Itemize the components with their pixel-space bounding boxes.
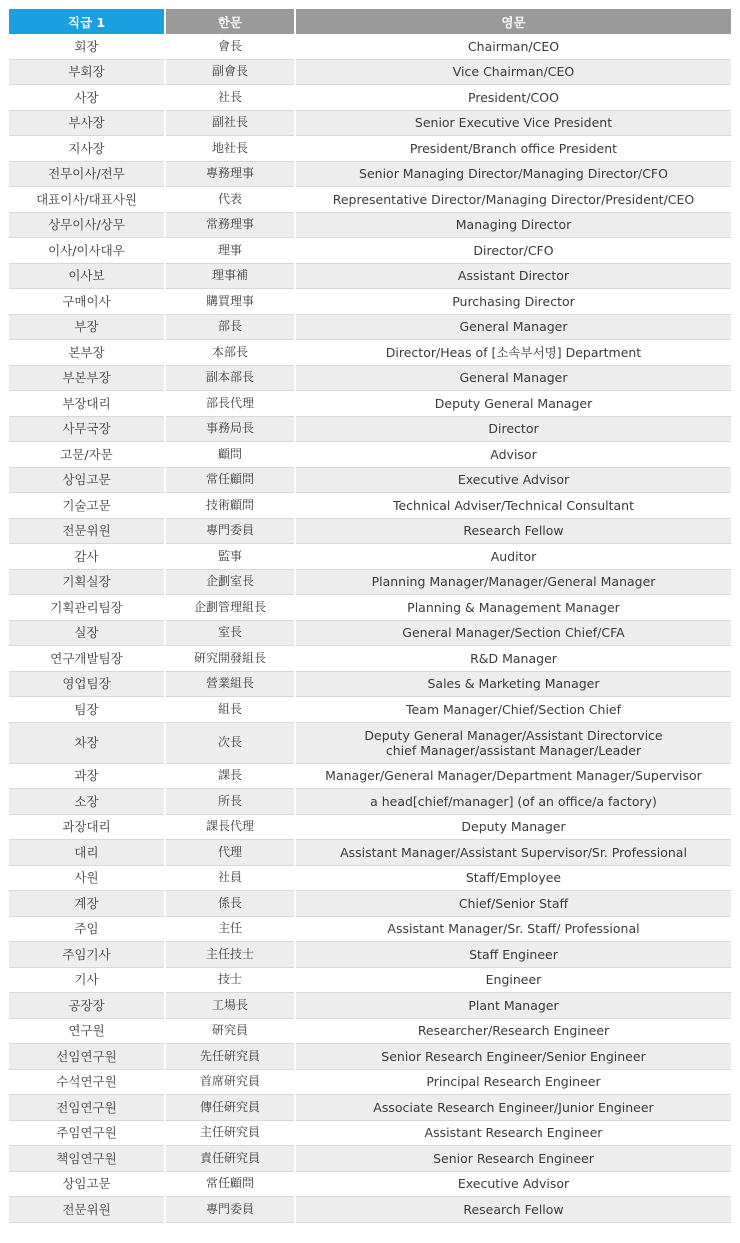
korean-rank-cell: 주임 — [9, 916, 165, 942]
korean-rank-cell: 부사장 — [9, 110, 165, 136]
hanja-cell: 社員 — [165, 865, 295, 891]
hanja-cell: 顧問 — [165, 442, 295, 468]
korean-rank-cell: 영업팀장 — [9, 671, 165, 697]
korean-rank-cell: 상임고문 — [9, 467, 165, 493]
table-row — [9, 340, 731, 366]
english-title-cell: Assistant Manager/Assistant Supervisor/Sr. Professional — [295, 840, 731, 866]
english-title-cell: Assistant Manager/Sr. Staff/ Professional — [295, 916, 731, 942]
hanja-cell: 營業組長 — [165, 671, 295, 697]
table-row — [9, 722, 731, 763]
hanja-cell: 所長 — [165, 789, 295, 815]
hanja-cell: 課長代理 — [165, 814, 295, 840]
english-title-cell: Vice Chairman/CEO — [295, 59, 731, 85]
hanja-cell: 主任 — [165, 916, 295, 942]
english-title-cell: Director/CFO — [295, 238, 731, 264]
hanja-cell: 專門委員 — [165, 518, 295, 544]
hanja-cell: 會長 — [165, 34, 295, 59]
english-title-cell: a head[chief/manager] (of an office/a factory) — [295, 789, 731, 815]
hanja-cell: 首席硏究員 — [165, 1069, 295, 1095]
english-title-cell: Representative Director/Managing Director/President/CEO — [295, 187, 731, 213]
english-title-cell: Technical Adviser/Technical Consultant — [295, 493, 731, 519]
korean-rank-cell: 소장 — [9, 789, 165, 815]
table-row — [9, 840, 731, 866]
korean-rank-cell: 지사장 — [9, 136, 165, 162]
table-row — [9, 646, 731, 672]
korean-rank-cell: 과장대리 — [9, 814, 165, 840]
hanja-cell: 社長 — [165, 85, 295, 111]
table-body — [9, 34, 731, 1222]
english-title-cell: Senior Research Engineer — [295, 1146, 731, 1172]
english-title-cell: Managing Director — [295, 212, 731, 238]
hanja-cell: 企劃室長 — [165, 569, 295, 595]
korean-rank-cell: 대리 — [9, 840, 165, 866]
hanja-cell: 常務理事 — [165, 212, 295, 238]
hanja-cell: 理事 — [165, 238, 295, 264]
hanja-cell: 責任硏究員 — [165, 1146, 295, 1172]
english-title-cell: General Manager — [295, 314, 731, 340]
korean-rank-cell: 연구원 — [9, 1018, 165, 1044]
table-header-row — [9, 9, 731, 34]
english-title-cell: Engineer — [295, 967, 731, 993]
korean-rank-cell: 기획관리팀장 — [9, 595, 165, 621]
table-row — [9, 671, 731, 697]
table-row — [9, 1146, 731, 1172]
hanja-cell: 副本部長 — [165, 365, 295, 391]
korean-rank-cell: 감사 — [9, 544, 165, 570]
hanja-cell: 係長 — [165, 891, 295, 917]
table-row — [9, 1197, 731, 1223]
korean-rank-cell: 구매이사 — [9, 289, 165, 315]
korean-rank-cell: 기술고문 — [9, 493, 165, 519]
korean-rank-cell: 연구개발팀장 — [9, 646, 165, 672]
table-row — [9, 865, 731, 891]
hanja-cell: 先任硏究員 — [165, 1044, 295, 1070]
english-title-cell: Executive Advisor — [295, 467, 731, 493]
english-title-cell: Chief/Senior Staff — [295, 891, 731, 917]
table-row — [9, 1044, 731, 1070]
header-english: 영문 — [295, 9, 731, 34]
korean-rank-cell: 실장 — [9, 620, 165, 646]
korean-rank-cell: 사무국장 — [9, 416, 165, 442]
english-title-cell — [295, 722, 731, 763]
header-hanja: 한문 — [165, 9, 295, 34]
hanja-cell: 傳任硏究員 — [165, 1095, 295, 1121]
table-row — [9, 620, 731, 646]
table-row — [9, 238, 731, 264]
korean-rank-cell: 부장 — [9, 314, 165, 340]
table-row — [9, 110, 731, 136]
english-title-cell: Research Fellow — [295, 1197, 731, 1223]
hanja-cell: 技術顧問 — [165, 493, 295, 519]
english-title-cell: Senior Executive Vice President — [295, 110, 731, 136]
english-title-cell: Executive Advisor — [295, 1171, 731, 1197]
korean-rank-cell: 상무이사/상무 — [9, 212, 165, 238]
korean-rank-cell: 공장장 — [9, 993, 165, 1019]
table-row — [9, 314, 731, 340]
table-row — [9, 212, 731, 238]
hanja-cell: 課長 — [165, 763, 295, 789]
hanja-cell: 主任硏究員 — [165, 1120, 295, 1146]
table-row — [9, 1120, 731, 1146]
english-title-cell: Senior Research Engineer/Senior Engineer — [295, 1044, 731, 1070]
korean-rank-cell: 계장 — [9, 891, 165, 917]
english-title-cell: Auditor — [295, 544, 731, 570]
korean-rank-cell: 전문위원 — [9, 518, 165, 544]
english-title-cell: Chairman/CEO — [295, 34, 731, 59]
table-row — [9, 1069, 731, 1095]
english-title-cell: Team Manager/Chief/Section Chief — [295, 697, 731, 723]
title-table-container — [9, 9, 731, 1223]
table-row — [9, 85, 731, 111]
korean-rank-cell: 부본부장 — [9, 365, 165, 391]
table-row — [9, 569, 731, 595]
korean-rank-cell: 전임연구원 — [9, 1095, 165, 1121]
english-title-cell: Assistant Research Engineer — [295, 1120, 731, 1146]
english-title-cell: Plant Manager — [295, 993, 731, 1019]
english-title-cell: Research Fellow — [295, 518, 731, 544]
korean-rank-cell: 과장 — [9, 763, 165, 789]
korean-rank-cell: 회장 — [9, 34, 165, 59]
table-row — [9, 467, 731, 493]
english-title-cell: Planning & Management Manager — [295, 595, 731, 621]
table-row — [9, 416, 731, 442]
korean-rank-cell: 선임연구원 — [9, 1044, 165, 1070]
english-title-cell: Manager/General Manager/Department Manager/Supervisor — [295, 763, 731, 789]
table-row — [9, 993, 731, 1019]
hanja-cell: 理事補 — [165, 263, 295, 289]
korean-rank-cell: 부회장 — [9, 59, 165, 85]
korean-rank-cell: 전무이사/전무 — [9, 161, 165, 187]
table-row — [9, 518, 731, 544]
english-title-cell: Staff/Employee — [295, 865, 731, 891]
table-row — [9, 442, 731, 468]
table-row — [9, 365, 731, 391]
hanja-cell: 副社長 — [165, 110, 295, 136]
korean-rank-cell: 사원 — [9, 865, 165, 891]
hanja-cell: 部長 — [165, 314, 295, 340]
table-row — [9, 814, 731, 840]
korean-rank-cell: 상임고문 — [9, 1171, 165, 1197]
english-title-line: chief Manager/assistant Manager/Leader — [385, 742, 642, 758]
english-title-cell: General Manager — [295, 365, 731, 391]
korean-rank-cell: 본부장 — [9, 340, 165, 366]
english-title-cell: President/COO — [295, 85, 731, 111]
table-row — [9, 967, 731, 993]
table-row — [9, 595, 731, 621]
hanja-cell: 硏究員 — [165, 1018, 295, 1044]
english-title-cell: Principal Research Engineer — [295, 1069, 731, 1095]
english-title-cell: Deputy General Manager — [295, 391, 731, 417]
english-title-cell: Purchasing Director — [295, 289, 731, 315]
korean-rank-cell: 이사보 — [9, 263, 165, 289]
english-title-cell: Planning Manager/Manager/General Manager — [295, 569, 731, 595]
hanja-cell: 主任技士 — [165, 942, 295, 968]
korean-rank-cell: 주임기사 — [9, 942, 165, 968]
hanja-cell: 專務理事 — [165, 161, 295, 187]
table-row — [9, 1095, 731, 1121]
hanja-cell: 專門委員 — [165, 1197, 295, 1223]
hanja-cell: 次長 — [165, 722, 295, 763]
table-row — [9, 289, 731, 315]
korean-rank-cell: 기사 — [9, 967, 165, 993]
table-row — [9, 544, 731, 570]
hanja-cell: 副會長 — [165, 59, 295, 85]
table-row — [9, 263, 731, 289]
table-row — [9, 161, 731, 187]
korean-rank-cell: 팀장 — [9, 697, 165, 723]
english-title-cell: Deputy Manager — [295, 814, 731, 840]
korean-rank-cell: 차장 — [9, 722, 165, 763]
table-row — [9, 763, 731, 789]
table-row — [9, 391, 731, 417]
hanja-cell: 代理 — [165, 840, 295, 866]
korean-rank-cell: 부장대리 — [9, 391, 165, 417]
hanja-cell: 室長 — [165, 620, 295, 646]
table-row — [9, 34, 731, 59]
english-title-cell: R&D Manager — [295, 646, 731, 672]
english-title-cell: Advisor — [295, 442, 731, 468]
hanja-cell: 技士 — [165, 967, 295, 993]
hanja-cell: 監事 — [165, 544, 295, 570]
english-title-line: Deputy General Manager/Assistant Directorvice — [364, 727, 663, 743]
english-title-cell: General Manager/Section Chief/CFA — [295, 620, 731, 646]
korean-rank-cell: 사장 — [9, 85, 165, 111]
table-row — [9, 891, 731, 917]
korean-rank-cell: 이사/이사대우 — [9, 238, 165, 264]
table-row — [9, 1171, 731, 1197]
korean-rank-cell: 주임연구원 — [9, 1120, 165, 1146]
english-title-cell: Staff Engineer — [295, 942, 731, 968]
english-title-cell: Director — [295, 416, 731, 442]
korean-rank-cell: 고문/자문 — [9, 442, 165, 468]
english-title-cell: Assistant Director — [295, 263, 731, 289]
table-row — [9, 1018, 731, 1044]
header-korean-rank: 직급 1 — [9, 9, 165, 34]
table-row — [9, 697, 731, 723]
hanja-cell: 工場長 — [165, 993, 295, 1019]
english-title-cell: Director/Heas of [소속부서명] Department — [295, 340, 731, 366]
english-title-cell: President/Branch office President — [295, 136, 731, 162]
table-row — [9, 916, 731, 942]
hanja-cell: 部長代理 — [165, 391, 295, 417]
hanja-cell: 組長 — [165, 697, 295, 723]
hanja-cell: 地社長 — [165, 136, 295, 162]
hanja-cell: 購買理事 — [165, 289, 295, 315]
korean-rank-cell: 대표이사/대표사원 — [9, 187, 165, 213]
english-title-cell: Associate Research Engineer/Junior Engineer — [295, 1095, 731, 1121]
table-row — [9, 59, 731, 85]
english-title-cell: Sales & Marketing Manager — [295, 671, 731, 697]
korean-rank-cell: 기획실장 — [9, 569, 165, 595]
korean-rank-cell: 수석연구원 — [9, 1069, 165, 1095]
english-title-cell: Senior Managing Director/Managing Director/CFO — [295, 161, 731, 187]
table-row — [9, 136, 731, 162]
korean-rank-cell: 전문위원 — [9, 1197, 165, 1223]
english-title-cell: Researcher/Research Engineer — [295, 1018, 731, 1044]
job-title-table — [9, 9, 731, 1223]
korean-rank-cell: 책임연구원 — [9, 1146, 165, 1172]
hanja-cell: 事務局長 — [165, 416, 295, 442]
hanja-cell: 常任顧問 — [165, 467, 295, 493]
hanja-cell: 硏究開發組長 — [165, 646, 295, 672]
hanja-cell: 常任顧問 — [165, 1171, 295, 1197]
hanja-cell: 企劃管理組長 — [165, 595, 295, 621]
table-row — [9, 187, 731, 213]
table-row — [9, 493, 731, 519]
table-row — [9, 789, 731, 815]
table-row — [9, 942, 731, 968]
hanja-cell: 本部長 — [165, 340, 295, 366]
hanja-cell: 代表 — [165, 187, 295, 213]
